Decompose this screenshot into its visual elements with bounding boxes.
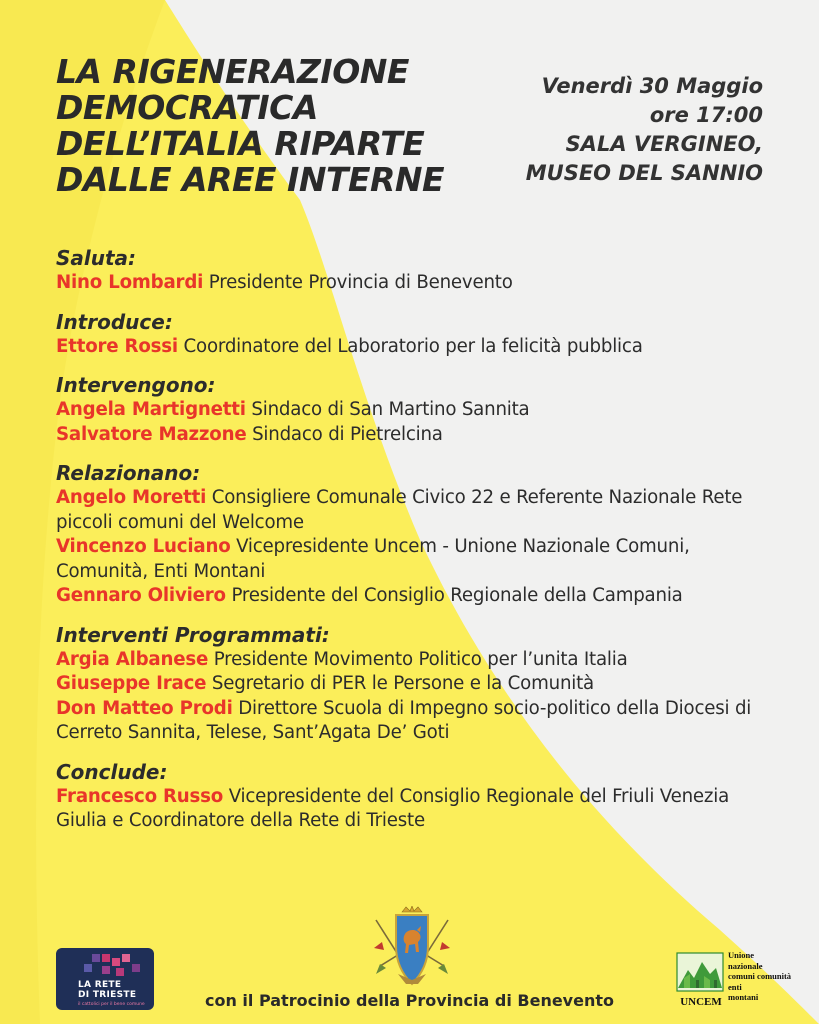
speaker-role: Sindaco di San Martino Sannita <box>245 399 530 420</box>
speaker-name: Vincenzo Luciano <box>56 536 231 557</box>
section-interventi-programmati <box>56 623 776 746</box>
speaker-role: Coordinatore del Laboratorio per la felicità pubblica <box>177 335 643 357</box>
section-relazionano <box>56 461 776 609</box>
event-details <box>526 72 763 188</box>
speaker-role: Vicepresidente del Consiglio Regionale del Friuli Venezia Giulia e Coordinatore della Rete di Trieste <box>56 785 730 831</box>
title-line: DEMOCRATICA <box>56 88 318 127</box>
speaker-entry <box>56 423 776 448</box>
uncem-desc-line: nazionale <box>728 960 763 971</box>
section-label: Introduce: <box>56 309 173 334</box>
speaker-role: Segretario di PER le Persone e la Comunità <box>206 673 595 694</box>
speaker-name: Gennaro Oliviero <box>56 585 226 606</box>
speaker-entry <box>56 535 776 584</box>
uncem-description <box>728 950 791 1003</box>
speaker-name: Francesco Russo <box>56 785 224 807</box>
speaker-entry <box>56 335 776 360</box>
title-line: DALLE AREE INTERNE <box>56 160 445 199</box>
event-venue-line2: MUSEO DEL SANNIO <box>525 161 763 185</box>
logo-pixel <box>102 954 110 962</box>
uncem-desc-line: montani <box>728 992 759 1002</box>
logo-pixel <box>112 958 120 966</box>
speaker-name: Angelo Moretti <box>56 487 207 508</box>
title-line: DELL’ITALIA RIPARTE <box>56 124 425 163</box>
speaker-role: Sindaco di Pietrelcina <box>246 423 443 445</box>
section-conclude <box>56 760 776 834</box>
speaker-role: Vicepresidente Uncem - Unione Nazionale Comuni, Comunità, Enti Montani <box>56 536 690 582</box>
logo-pixel <box>102 966 110 974</box>
logo-tagline: il cattolici per il bene comune <box>78 1002 145 1007</box>
speaker-entry <box>56 584 776 609</box>
event-time: ore 17:00 <box>649 103 763 127</box>
speaker-name: Salvatore Mazzone <box>56 423 247 445</box>
speaker-name: Angela Martignetti <box>56 399 246 420</box>
uncem-label: UNCEM <box>680 996 722 1008</box>
speaker-role: Direttore Scuola di Impegno socio-politico della Diocesi di Cerreto Sannita, Telese, Sant’Agata De’ Goti <box>56 697 752 743</box>
logo-pixel <box>132 964 140 972</box>
section-label: Saluta: <box>56 246 137 270</box>
speaker-name: Nino Lombardi <box>56 272 204 293</box>
speaker-entry <box>56 271 776 296</box>
uncem-desc-line: Unione <box>728 950 754 960</box>
title-line: LA RIGENERAZIONE <box>56 52 409 91</box>
speaker-entry <box>56 648 776 673</box>
speaker-role: Presidente Movimento Politico per l’unita Italia <box>208 648 628 670</box>
logo-line-1: LA RETE <box>78 980 122 990</box>
speaker-program <box>56 246 776 848</box>
patronage-text: con il Patrocinio della Provincia di Benevento <box>204 991 614 1010</box>
logo-pixel <box>92 954 100 962</box>
speaker-name: Argia Albanese <box>56 648 209 670</box>
speaker-entry <box>56 697 776 746</box>
speaker-name: Ettore Rossi <box>56 335 178 357</box>
speaker-entry <box>56 486 776 535</box>
logo-pixel <box>116 968 124 976</box>
event-date: Venerdì 30 Maggio <box>541 74 763 98</box>
logo-pixel <box>122 954 130 962</box>
uncem-desc-line: comuni comunità <box>728 971 792 981</box>
uncem-desc-line: enti <box>728 981 742 992</box>
speaker-role: Consigliere Comunale Civico 22 e Referente Nazionale Rete piccoli comuni del Welcome <box>56 487 743 533</box>
speaker-name: Don Matteo Prodi <box>56 697 233 719</box>
section-label: Relazionano: <box>56 461 201 485</box>
speaker-role: Presidente del Consiglio Regionale della Campania <box>225 585 683 606</box>
section-label: Interventi Programmati: <box>56 622 330 647</box>
speaker-entry <box>56 398 776 423</box>
speaker-entry <box>56 785 776 834</box>
speaker-role: Presidente Provincia di Benevento <box>203 272 513 293</box>
coat-of-arms-icon <box>372 906 452 990</box>
uncem-mountain-icon <box>676 952 724 992</box>
section-label: Intervengono: <box>56 373 216 397</box>
logo-pixel <box>84 964 92 972</box>
section-intervengono <box>56 373 776 447</box>
event-title <box>56 54 526 198</box>
speaker-name: Giuseppe Irace <box>56 673 207 694</box>
section-introduce <box>56 310 776 360</box>
speaker-entry <box>56 672 776 697</box>
section-saluta <box>56 246 776 296</box>
logo-line-2: DI TRIESTE <box>78 990 137 1000</box>
section-label: Conclude: <box>56 759 168 784</box>
event-venue-line1: SALA VERGINEO, <box>565 132 763 156</box>
uncem-logo <box>676 948 806 1014</box>
